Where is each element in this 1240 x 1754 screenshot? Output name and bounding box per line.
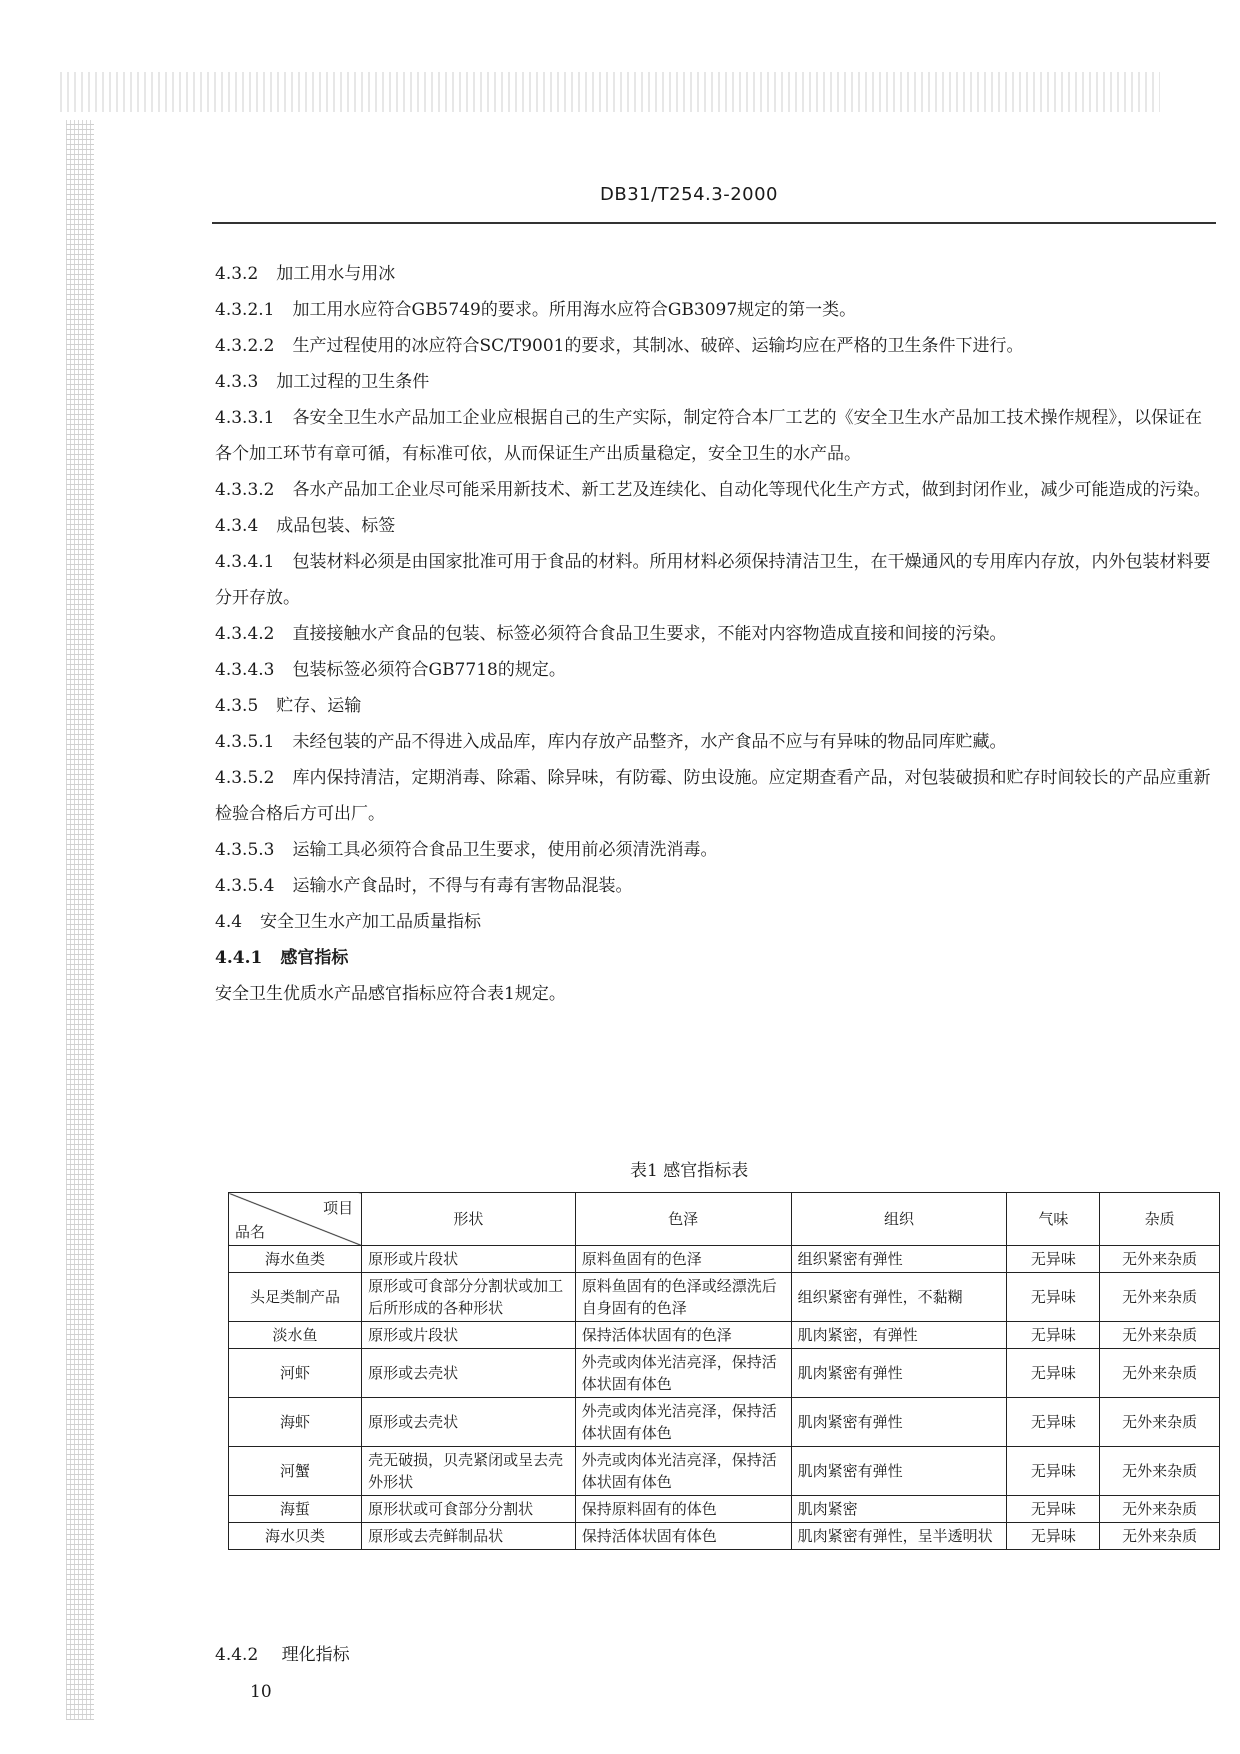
paragraph bbox=[215, 544, 1215, 616]
paragraph bbox=[215, 508, 1215, 544]
column-header-texture: 组织 bbox=[791, 1193, 1007, 1246]
table-cell: 无异味 bbox=[1007, 1496, 1100, 1523]
section-number: 4.3.4.1 bbox=[215, 552, 275, 572]
paragraph bbox=[215, 976, 1215, 1012]
table-cell: 肌肉紧密有弹性 bbox=[791, 1398, 1007, 1447]
table-cell: 无异味 bbox=[1007, 1246, 1100, 1273]
table-row bbox=[229, 1496, 1220, 1523]
paragraph-text: 生产过程使用的冰应符合SC/T9001的要求，其制冰、破碎、运输均应在严格的卫生条件下进行。 bbox=[292, 336, 1024, 356]
table-cell: 保持活体状固有的色泽 bbox=[575, 1322, 791, 1349]
table-cell: 原形或片段状 bbox=[362, 1322, 576, 1349]
section-number: 4.3.3 bbox=[215, 372, 259, 392]
paragraph-text: 包装材料必须是由国家批准可用于食品的材料。所用材料必须保持清洁卫生，在干燥通风的专用库内存放，内外包装材料要分开存放。 bbox=[215, 552, 1211, 608]
paragraph bbox=[215, 940, 1215, 976]
column-header-odor: 气味 bbox=[1007, 1193, 1100, 1246]
table-cell: 原料鱼固有的色泽 bbox=[575, 1246, 791, 1273]
paragraph bbox=[215, 868, 1215, 904]
table-cell: 无异味 bbox=[1007, 1523, 1100, 1550]
table-cell: 肌肉紧密，有弹性 bbox=[791, 1322, 1007, 1349]
table-row bbox=[229, 1349, 1220, 1398]
section-number: 4.4.2 bbox=[215, 1645, 259, 1665]
table-header-row bbox=[229, 1193, 1220, 1246]
table-row bbox=[229, 1447, 1220, 1496]
paragraph bbox=[215, 256, 1215, 292]
table-cell: 组织紧密有弹性 bbox=[791, 1246, 1007, 1273]
paragraph-text: 安全卫生优质水产品感官指标应符合表1规定。 bbox=[215, 984, 566, 1004]
table-cell: 肌肉紧密有弹性，呈半透明状 bbox=[791, 1523, 1007, 1550]
section-number: 4.3.4.2 bbox=[215, 624, 275, 644]
paragraph bbox=[215, 616, 1215, 652]
table-cell: 原形或片段状 bbox=[362, 1246, 576, 1273]
table-cell: 外壳或肉体光洁亮泽，保持活体状固有体色 bbox=[575, 1398, 791, 1447]
paragraph bbox=[215, 400, 1215, 472]
section-number: 4.3.4.3 bbox=[215, 660, 275, 680]
paragraph-text: 未经包装的产品不得进入成品库，库内存放产品整齐，水产食品不应与有异味的物品同库贮藏。 bbox=[292, 732, 1007, 752]
section-title: 理化指标 bbox=[281, 1645, 350, 1665]
table-cell: 无异味 bbox=[1007, 1273, 1100, 1322]
paragraph-text: 包装标签必须符合GB7718的规定。 bbox=[292, 660, 566, 680]
header-rule bbox=[212, 222, 1216, 224]
table-cell: 无异味 bbox=[1007, 1349, 1100, 1398]
paragraph bbox=[215, 760, 1215, 832]
table-cell: 保持原料固有的体色 bbox=[575, 1496, 791, 1523]
table-cell: 组织紧密有弹性，不黏糊 bbox=[791, 1273, 1007, 1322]
column-header-shape: 形状 bbox=[362, 1193, 576, 1246]
paragraph bbox=[215, 364, 1215, 400]
scan-binding-edge bbox=[66, 120, 94, 1720]
table-cell: 肌肉紧密 bbox=[791, 1496, 1007, 1523]
section-number: 4.3.5.3 bbox=[215, 840, 275, 860]
section-number: 4.3.4 bbox=[215, 516, 259, 536]
table-cell: 无外来杂质 bbox=[1100, 1523, 1220, 1550]
section-number: 4.3.2.1 bbox=[215, 300, 275, 320]
section-number: 4.3.5.2 bbox=[215, 768, 275, 788]
table-cell: 河虾 bbox=[229, 1349, 362, 1398]
paragraph bbox=[215, 724, 1215, 760]
table-cell: 原形或去壳状 bbox=[362, 1398, 576, 1447]
table-cell: 海蜇 bbox=[229, 1496, 362, 1523]
table-cell: 河蟹 bbox=[229, 1447, 362, 1496]
table-cell: 无异味 bbox=[1007, 1398, 1100, 1447]
corner-label-name: 品名 bbox=[235, 1223, 266, 1241]
paragraph-text: 直接接触水产食品的包装、标签必须符合食品卫生要求，不能对内容物造成直接和间接的污染。 bbox=[292, 624, 1007, 644]
page-number: 10 bbox=[250, 1682, 272, 1702]
paragraph-text: 各安全卫生水产品加工企业应根据自己的生产实际，制定符合本厂工艺的《安全卫生水产品加工技术操作规程》，以保证在各个加工环节有章可循，有标准可依，从而保证生产出质量稳定，安全卫生的水产品。 bbox=[215, 408, 1202, 464]
paragraph bbox=[215, 688, 1215, 724]
table-cell: 海虾 bbox=[229, 1398, 362, 1447]
table-cell: 头足类制产品 bbox=[229, 1273, 362, 1322]
sensory-index-table bbox=[228, 1192, 1220, 1550]
table-row bbox=[229, 1246, 1220, 1273]
corner-label-item: 项目 bbox=[323, 1199, 354, 1217]
table-cell: 原形或可食部分分割状或加工后所形成的各种形状 bbox=[362, 1273, 576, 1322]
column-header-color: 色泽 bbox=[575, 1193, 791, 1246]
table-cell: 无外来杂质 bbox=[1100, 1398, 1220, 1447]
table-cell: 海水鱼类 bbox=[229, 1246, 362, 1273]
table-cell: 外壳或肉体光洁亮泽，保持活体状固有体色 bbox=[575, 1447, 791, 1496]
body-text bbox=[215, 256, 1215, 1012]
document-code-header: DB31/T254.3-2000 bbox=[600, 184, 779, 205]
table-cell: 无外来杂质 bbox=[1100, 1246, 1220, 1273]
paragraph-text: 贮存、运输 bbox=[276, 696, 362, 716]
table-corner-cell bbox=[229, 1193, 362, 1246]
table-cell: 外壳或肉体光洁亮泽，保持活体状固有体色 bbox=[575, 1349, 791, 1398]
column-header-impurity: 杂质 bbox=[1100, 1193, 1220, 1246]
section-number: 4.3.5.4 bbox=[215, 876, 275, 896]
table-row bbox=[229, 1273, 1220, 1322]
table-cell: 无异味 bbox=[1007, 1447, 1100, 1496]
paragraph bbox=[215, 292, 1215, 328]
paragraph-text: 安全卫生水产加工品质量指标 bbox=[260, 912, 482, 932]
section-number: 4.3.2 bbox=[215, 264, 259, 284]
table-cell: 肌肉紧密有弹性 bbox=[791, 1349, 1007, 1398]
paragraph-text: 感官指标 bbox=[280, 948, 349, 968]
paragraph-text: 运输工具必须符合食品卫生要求，使用前必须清洗消毒。 bbox=[292, 840, 718, 860]
paragraph-text: 加工过程的卫生条件 bbox=[276, 372, 430, 392]
table-cell: 无外来杂质 bbox=[1100, 1273, 1220, 1322]
section-number: 4.3.2.2 bbox=[215, 336, 275, 356]
table-cell: 原形或去壳鲜制品状 bbox=[362, 1523, 576, 1550]
table-cell: 肌肉紧密有弹性 bbox=[791, 1447, 1007, 1496]
section-number: 4.3.3.1 bbox=[215, 408, 275, 428]
section-4-4-2 bbox=[215, 1640, 350, 1665]
paragraph-text: 成品包装、标签 bbox=[276, 516, 396, 536]
table-cell: 壳无破损，贝壳紧闭或呈去壳外形状 bbox=[362, 1447, 576, 1496]
table-cell: 无外来杂质 bbox=[1100, 1322, 1220, 1349]
paragraph bbox=[215, 328, 1215, 364]
table-cell: 无异味 bbox=[1007, 1322, 1100, 1349]
section-number: 4.4 bbox=[215, 912, 243, 932]
paragraph bbox=[215, 652, 1215, 688]
table-row bbox=[229, 1523, 1220, 1550]
table-caption: 表1 感官指标表 bbox=[630, 1161, 749, 1181]
paragraph bbox=[215, 472, 1215, 508]
paragraph-text: 加工用水应符合GB5749的要求。所用海水应符合GB3097规定的第一类。 bbox=[292, 300, 857, 320]
section-number: 4.4.1 bbox=[215, 948, 263, 968]
table-cell: 无外来杂质 bbox=[1100, 1496, 1220, 1523]
table-row bbox=[229, 1322, 1220, 1349]
table-cell: 无外来杂质 bbox=[1100, 1447, 1220, 1496]
table-row bbox=[229, 1398, 1220, 1447]
paragraph-text: 运输水产食品时，不得与有毒有害物品混装。 bbox=[292, 876, 633, 896]
paragraph bbox=[215, 904, 1215, 940]
paragraph-text: 库内保持清洁，定期消毒、除霜、除异味，有防霉、防虫设施。应定期查看产品，对包装破损和贮存时间较长的产品应重新检验合格后方可出厂。 bbox=[215, 768, 1211, 824]
table-cell: 原料鱼固有的色泽或经漂洗后自身固有的色泽 bbox=[575, 1273, 791, 1322]
table-cell: 保持活体状固有体色 bbox=[575, 1523, 791, 1550]
paragraph-text: 各水产品加工企业尽可能采用新技术、新工艺及连续化、自动化等现代化生产方式，做到封闭作业，减少可能造成的污染。 bbox=[292, 480, 1211, 500]
scan-noise-top bbox=[60, 72, 1160, 112]
paragraph bbox=[215, 832, 1215, 868]
section-number: 4.3.5 bbox=[215, 696, 259, 716]
table-cell: 淡水鱼 bbox=[229, 1322, 362, 1349]
section-number: 4.3.5.1 bbox=[215, 732, 275, 752]
table-cell: 原形或去壳状 bbox=[362, 1349, 576, 1398]
table-cell: 海水贝类 bbox=[229, 1523, 362, 1550]
section-number: 4.3.3.2 bbox=[215, 480, 275, 500]
paragraph-text: 加工用水与用冰 bbox=[276, 264, 396, 284]
table-cell: 无外来杂质 bbox=[1100, 1349, 1220, 1398]
table-cell: 原形状或可食部分分割状 bbox=[362, 1496, 576, 1523]
